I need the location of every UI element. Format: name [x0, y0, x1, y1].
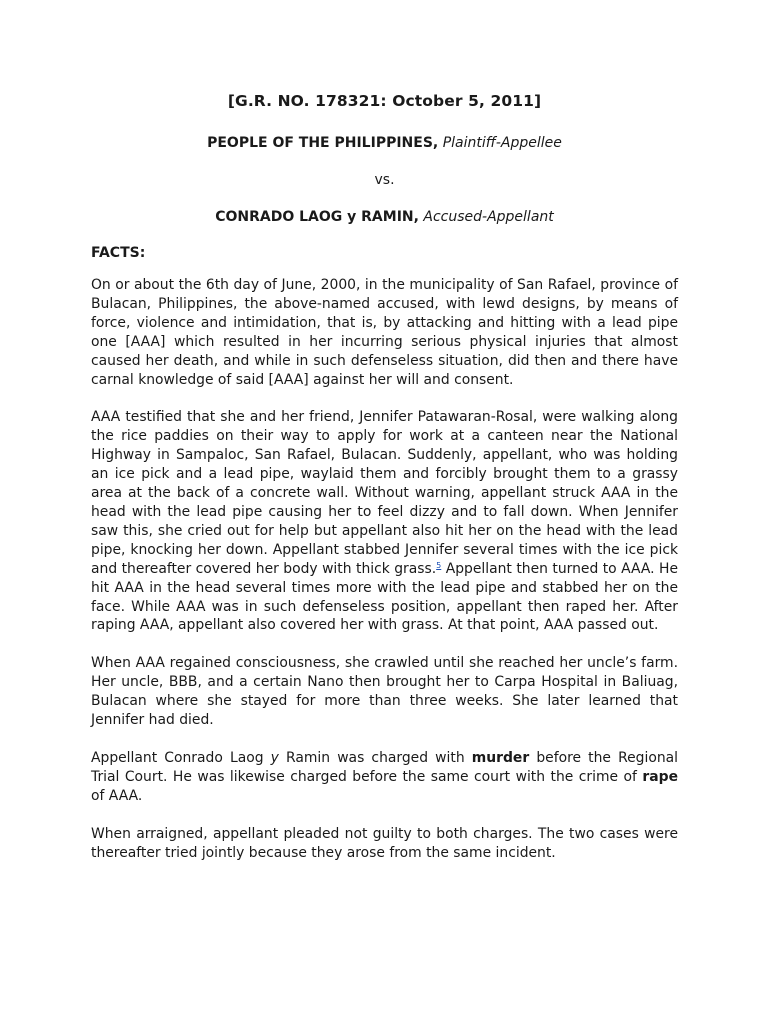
charge-murder: murder	[471, 749, 530, 766]
charge-rape: rape	[642, 768, 678, 785]
case-number: [G.R. NO. 178321: October 5, 2011]	[227, 92, 542, 110]
paragraph-aftermath: When AAA regained consciousness, she crawled until she reached her uncle’s farm. Her uncle, BBB, and a certain Nano then brought her to Carpa Hospital in Baliuag, Bulacan where she stayed for more than three weeks. She later learned that Jennifer had died.	[91, 655, 678, 729]
footnote-link[interactable]: 5	[436, 560, 442, 570]
charges-text-a: Appellant Conrado Laog	[91, 749, 271, 766]
facts-heading: FACTS:	[91, 245, 146, 261]
accused-role: Accused-Appellant	[423, 209, 554, 225]
charges-text-c: before the Regional Trial Court. He was likewise charged before the same court with the crime of	[91, 749, 679, 785]
paragraph-charges	[91, 749, 678, 806]
testimony-text-1: AAA testified that she and her friend, Jennifer Patawaran-Rosal, were walking along the rice paddies on their way to apply for work at a canteen near the National Highway in Sampaloc, San Rafael, Bulacan. Suddenly, appellant, who was holding an ice pick and a lead pipe, waylaid them and forcibly brought them to a grassy area at the back of a concrete wall. Without warning, appellant struck AAA in the head with the lead pipe causing her to feel dizzy and to fall down. When Jennifer saw this, she cried out for help but appellant also hit her on the head with the lead pipe, knocking her down. Appellant stabbed Jennifer several times with the ice pick and thereafter covered her body with thick grass.	[91, 409, 678, 577]
plaintiff-role: Plaintiff-Appellee	[442, 135, 562, 151]
plaintiff-name: PEOPLE OF THE PHILIPPINES,	[207, 135, 439, 151]
accused-name: CONRADO LAOG y RAMIN,	[215, 209, 419, 225]
paragraph-arraignment: When arraigned, appellant pleaded not guilty to both charges. The two cases were thereafter tried jointly because they arose from the same incident.	[91, 825, 678, 861]
accused-line	[91, 208, 678, 226]
paragraph-information: On or about the 6th day of June, 2000, in the municipality of San Rafael, province of Bulacan, Philippines, the above-named accused, with lewd designs, by means of force, violence and intimidation, that is, by attacking and hitting with a lead pipe one [AAA] which resulted in her incurring serious physical injuries that almost caused her death, and while in such defenseless situation, did then and there have carnal knowledge of said [AAA] against her will and consent.	[91, 277, 678, 388]
charges-y: y	[270, 749, 279, 766]
paragraph-testimony	[91, 408, 678, 635]
testimony-text-2: Appellant then turned to AAA. He hit AAA in the head several times more with the lead pipe and stabbed her on the face. While AAA was in such defenseless position, appellant then raped her. After raping AAA, appellant also covered her with grass. At that point, AAA passed out.	[91, 560, 678, 634]
plaintiff-line	[91, 134, 678, 152]
versus: vs.	[374, 172, 395, 188]
charges-text-b: Ramin was charged with	[278, 749, 472, 766]
charges-text-d: of AAA.	[91, 787, 143, 804]
